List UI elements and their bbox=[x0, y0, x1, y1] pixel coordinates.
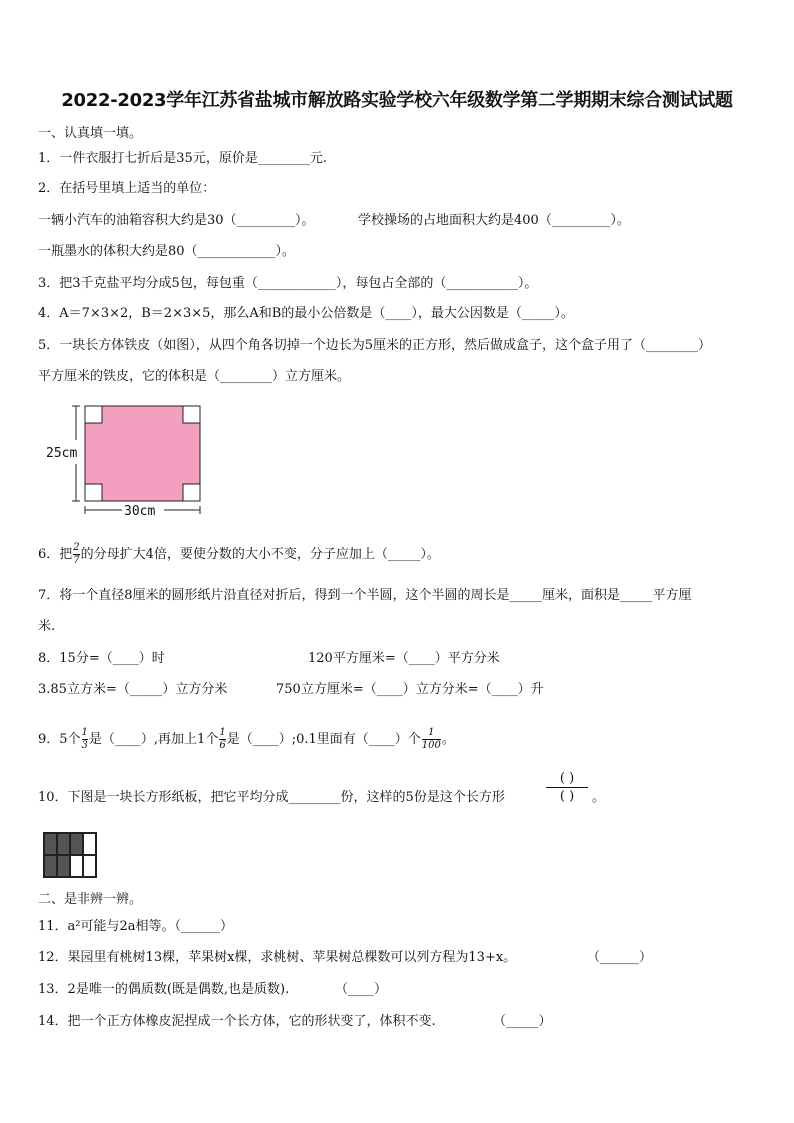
question-9-part2: 是（____）,再加上1个 bbox=[88, 732, 219, 747]
fraction-numerator: 1 bbox=[219, 727, 226, 738]
grid-cell-empty bbox=[83, 855, 96, 877]
question-6-suffix: 的分母扩大4倍，要使分数的大小不变，分子应加上（_____）。 bbox=[80, 547, 440, 562]
fraction-1-6 bbox=[219, 728, 225, 751]
question-10: 10．下图是一块长方形纸板，把它平均分成________份，这样的5份是这个长方形 bbox=[38, 790, 505, 805]
blank-fraction bbox=[546, 772, 588, 803]
question-12: 12．果园里有桃树13棵，苹果树x棵，求桃树、苹果树总棵数可以列方程为13+x。 bbox=[38, 950, 517, 965]
question-14-blank: （_____） bbox=[493, 1014, 552, 1029]
question-7-line2: 米. bbox=[38, 619, 56, 634]
question-6 bbox=[38, 543, 440, 566]
question-8b: 120平方厘米=（____）平方分米 bbox=[308, 651, 500, 666]
question-1: 1．一件衣服打七折后是35元，原价是________元. bbox=[38, 151, 327, 166]
question-9 bbox=[38, 728, 455, 751]
section-2-heading: 二、是非辨一辨。 bbox=[38, 892, 143, 907]
question-9-end: 。 bbox=[441, 732, 455, 747]
fraction-2-7 bbox=[73, 543, 79, 566]
question-2c: 一瓶墨水的体积大约是80（____________）。 bbox=[38, 244, 296, 259]
fraction-numerator: 1 bbox=[81, 727, 88, 738]
page-title: 2022-2023学年江苏省盐城市解放路实验学校六年级数学第二学期期末综合测试试题 bbox=[61, 90, 733, 111]
iron-sheet-figure bbox=[40, 398, 215, 520]
fraction-numerator: 1 bbox=[428, 727, 435, 738]
corner-cut-top-left bbox=[85, 406, 102, 423]
blank-denominator: ( ) bbox=[559, 789, 575, 804]
question-5-line2: 平方厘米的铁皮，它的体积是（________）立方厘米。 bbox=[38, 369, 351, 384]
grid-cell-empty bbox=[70, 855, 83, 877]
question-5-line1: 5．一块长方体铁皮（如图），从四个角各切掉一个边长为5厘米的正方形，然后做成盒子，这个盒子用了（________） bbox=[38, 338, 712, 353]
question-3: 3．把3千克盐平均分成5包，每包重（____________），每包占全部的（___________）。 bbox=[38, 276, 538, 291]
question-7-line1: 7．将一个直径8厘米的圆形纸片沿直径对折后，得到一个半圆，这个半圆的周长是_____厘米，面积是_____平方厘 bbox=[38, 588, 692, 603]
corner-cut-bottom-right bbox=[183, 484, 200, 501]
question-2a: 一辆小汽车的油箱容积大约是30（_________）。 bbox=[38, 213, 315, 228]
grid-cell-shaded bbox=[57, 833, 70, 855]
fraction-denominator: 100 bbox=[421, 740, 441, 751]
grid-cell-shaded bbox=[44, 833, 57, 855]
question-8d: 750立方厘米=（____）立方分米=（____）升 bbox=[276, 682, 544, 697]
question-13: 13．2是唯一的偶质数(既是偶数,也是质数). bbox=[38, 982, 290, 997]
grid-cell-shaded bbox=[44, 855, 57, 877]
grid-cell-shaded bbox=[70, 833, 83, 855]
rectangle-grid-figure bbox=[43, 832, 97, 878]
grid-cell-shaded bbox=[57, 855, 70, 877]
question-9-part3: 是（____）;0.1里面有（____）个 bbox=[226, 732, 421, 747]
section-1-heading: 一、认真填一填。 bbox=[38, 126, 143, 141]
grid-cell-empty bbox=[83, 833, 96, 855]
question-12-blank: （______） bbox=[587, 950, 653, 965]
height-label: 25cm bbox=[46, 446, 78, 461]
question-10-end: 。 bbox=[592, 790, 606, 805]
question-4: 4．A＝7×3×2，B＝2×3×5，那么A和B的最小公倍数是（____），最大公因数是（_____）。 bbox=[38, 306, 574, 321]
corner-cut-top-right bbox=[183, 406, 200, 423]
blank-numerator: ( ) bbox=[559, 771, 575, 786]
fraction-1-100 bbox=[422, 728, 441, 751]
fraction-denominator: 6 bbox=[219, 740, 226, 751]
question-2: 2．在括号里填上适当的单位： bbox=[38, 181, 216, 196]
fraction-denominator: 3 bbox=[81, 740, 88, 751]
question-14: 14．把一个正方体橡皮泥捏成一个长方体，它的形状变了，体积不变. bbox=[38, 1014, 436, 1029]
fraction-1-3 bbox=[82, 728, 88, 751]
question-8a: 8．15分=（____）时 bbox=[38, 651, 165, 666]
width-label: 30cm bbox=[124, 504, 156, 519]
question-6-prefix: 6．把 bbox=[38, 547, 73, 562]
fraction-denominator: 7 bbox=[73, 555, 80, 566]
question-2b: 学校操场的占地面积大约是400（_________）。 bbox=[358, 213, 630, 228]
question-13-blank: （____） bbox=[335, 982, 388, 997]
question-8c: 3.85立方米=（_____）立方分米 bbox=[38, 682, 228, 697]
question-9-part1: 9．5个 bbox=[38, 732, 81, 747]
corner-cut-bottom-left bbox=[85, 484, 102, 501]
question-11: 11．a²可能与2a相等。（______） bbox=[38, 919, 234, 934]
fraction-numerator: 2 bbox=[73, 542, 80, 553]
